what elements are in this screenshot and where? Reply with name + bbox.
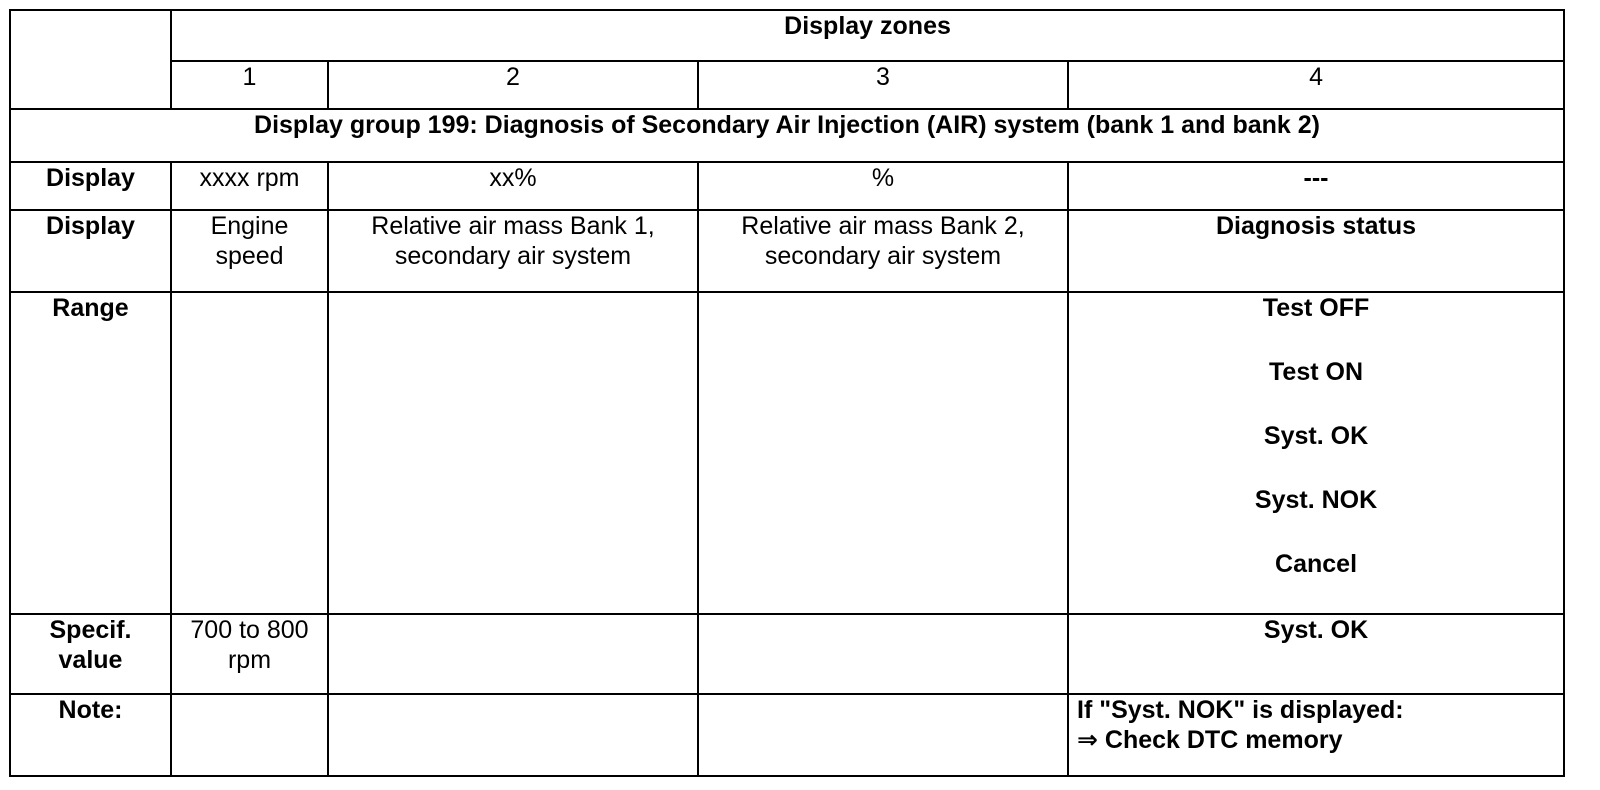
zone3-name-line1: Relative air mass Bank 2, [741, 212, 1025, 240]
zone-number-1: 1 [171, 61, 328, 109]
zone3-unit: % [698, 162, 1068, 210]
range-value-test-off: Test OFF [1262, 294, 1370, 322]
zone4-name-line1: Diagnosis status [1215, 212, 1417, 240]
specified-value-label-line1: Specif. [49, 616, 132, 644]
specified-value-label [10, 614, 171, 694]
zone2-note [328, 694, 698, 776]
display-group-table [9, 9, 1565, 777]
zone4-note-line2: ⇒ Check DTC memory [1077, 726, 1343, 754]
range-label: Range [10, 292, 171, 614]
display-units-label: Display [10, 162, 171, 210]
zone2-range [328, 292, 698, 614]
zone4-note [1068, 694, 1564, 776]
display-zones-title: Display zones [171, 10, 1564, 61]
zone3-name [698, 210, 1068, 292]
zone1-name-line1: Engine [210, 212, 289, 240]
zone-number-3: 3 [698, 61, 1068, 109]
zone1-note [171, 694, 328, 776]
zone1-name-line2: speed [215, 242, 284, 270]
zone-number-4: 4 [1068, 61, 1564, 109]
range-value-syst-ok: Syst. OK [1263, 422, 1369, 450]
zone1-specified-value [171, 614, 328, 694]
zone1-name [171, 210, 328, 292]
range-row [10, 292, 1564, 614]
zone4-range [1068, 292, 1564, 614]
zone3-name-line2: secondary air system [764, 242, 1002, 270]
display-group-title: Display group 199: Diagnosis of Secondary Air Injection (AIR) system (bank 1 and bank 2) [10, 109, 1564, 162]
zone1-range [171, 292, 328, 614]
display-names-row [10, 210, 1564, 292]
zone3-note [698, 694, 1068, 776]
zone3-specified-value [698, 614, 1068, 694]
zone4-specified-value: Syst. OK [1068, 614, 1564, 694]
header-row-zone-numbers [10, 61, 1564, 109]
zone4-name [1068, 210, 1564, 292]
note-row [10, 694, 1564, 776]
zone4-unit: --- [1068, 162, 1564, 210]
note-label: Note: [10, 694, 171, 776]
zone1-unit: xxxx rpm [171, 162, 328, 210]
corner-cell [10, 10, 171, 109]
range-value-cancel: Cancel [1275, 550, 1358, 578]
zone2-unit: xx% [328, 162, 698, 210]
range-value-test-on: Test ON [1269, 358, 1364, 386]
zone1-specified-value-line2: rpm [227, 646, 272, 674]
group-title-row [10, 109, 1564, 162]
zone2-name-line2: secondary air system [394, 242, 632, 270]
zone2-name [328, 210, 698, 292]
range-value-syst-nok: Syst. NOK [1254, 486, 1378, 514]
zone4-note-line1: If "Syst. NOK" is displayed: [1077, 696, 1404, 724]
zone2-name-line1: Relative air mass Bank 1, [371, 212, 655, 240]
zone2-specified-value [328, 614, 698, 694]
header-row-title [10, 10, 1564, 61]
zone-number-2: 2 [328, 61, 698, 109]
display-units-row [10, 162, 1564, 210]
specified-value-row [10, 614, 1564, 694]
zone1-specified-value-line1: 700 to 800 [190, 616, 309, 644]
specified-value-label-line2: value [58, 646, 123, 674]
display-names-label: Display [10, 210, 171, 292]
zone3-range [698, 292, 1068, 614]
